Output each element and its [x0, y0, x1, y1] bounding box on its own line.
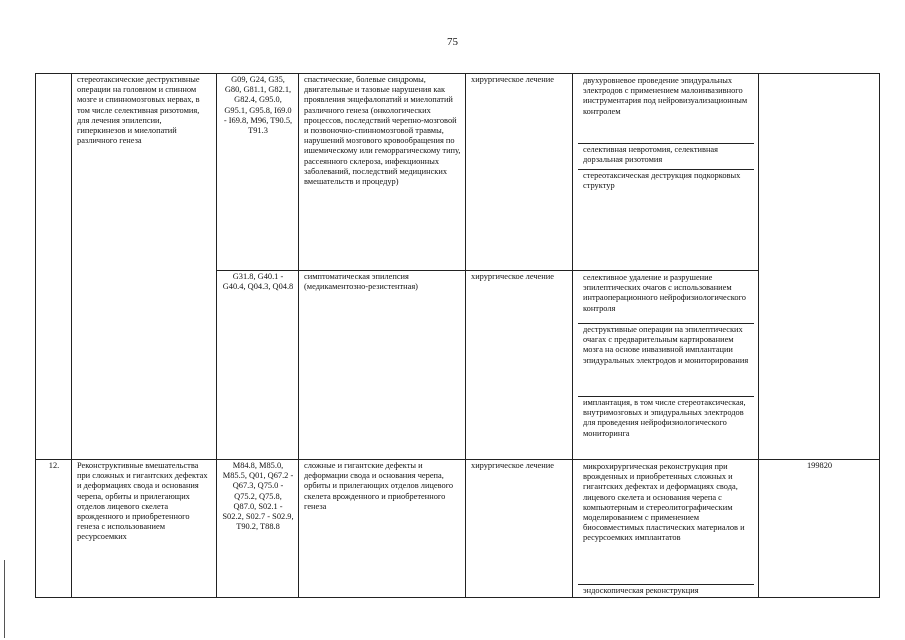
row-number-cell [36, 74, 72, 460]
patient-model-cell: симптоматическая эпилепсия (медикаментозно-резистентная) [299, 271, 466, 460]
price-cell: 199820 [759, 460, 880, 598]
icd-codes-cell: G31.8, G40.1 - G40.4, Q04.3, Q04.8 [217, 271, 299, 460]
table-row [36, 74, 880, 271]
row-number-cell: 12. [36, 460, 72, 598]
page-number: 75 [447, 36, 458, 48]
methods-cell [573, 271, 759, 460]
icd-codes-cell: M84.8, M85.0, M85.5, Q01, Q67.2 - Q67.3, Q75.0 - Q75.2, Q75.8, Q87.0, S02.1 - S02.2, S02.7 - S02.9, T90.2, T88.8 [217, 460, 299, 598]
method-item: селективное удаление и разрушение эпилептических очагов с использованием интраоперационного нейрофизиологического контроля [578, 272, 754, 324]
method-item: имплантация, в том числе стереотаксическая, внутримозговых и эпидуральных электродов для проведения нейрофизиологического мониторинга [583, 398, 746, 438]
table-row [36, 460, 880, 598]
treatment-type-cell: хирургическое лечение [466, 460, 573, 598]
method-item: стереотаксическая деструкция подкорковых структур [583, 171, 741, 191]
method-item: селективная невротомия, селективная дорзальная ризотомия [578, 144, 754, 170]
icd-codes-cell: G09, G24, G35, G80, G81.1, G82.1, G82.4, G95.0, G95.1, G95.8, I69.0 - I69.8, M96, T90.5, T91.3 [217, 74, 299, 271]
method-item: двухуровневое проведение эпидуральных электродов с применением малоинвазивного инструментария под нейровизуализационным контролем [578, 75, 754, 144]
vmp-name-cell: стереотаксические деструктивные операции на головном и спинном мозге и спинномозговых нервах, в том числе селективная ризотомия, для лечения эпилепсии, гиперкинезов и миелопатий различного генеза [72, 74, 217, 460]
patient-model-cell: сложные и гигантские дефекты и деформации свода и основания черепа, орбиты и прилегающих отделов лицевого скелета врожденного и приобретенного генеза [299, 460, 466, 598]
method-item: эндоскопическая реконструкция [583, 586, 699, 595]
page-edge-line [4, 560, 5, 638]
method-item: микрохирургическая реконструкция при врожденных и приобретенных сложных и гигантских дефектах и деформациях свода, лицевого скелета и основания черепа с компьютерным и стереолитографическим моделированием с применением биосовместимых пластических материалов и ресурсоемких имплантатов [578, 461, 754, 585]
vmp-name-cell: Реконструктивные вмешательства при сложных и гигантских дефектах и деформациях свода и основания черепа, орбиты и прилегающих отделов лицевого скелета врожденного и приобретенного генеза с использованием ресурсоемких [72, 460, 217, 598]
methods-cell [573, 74, 759, 271]
treatment-type-cell: хирургическое лечение [466, 74, 573, 271]
price-cell [759, 74, 880, 460]
patient-model-cell: спастические, болевые синдромы, двигательные и тазовые нарушения как проявления энцефалопатий и миелопатий различного генеза (онкологических процессов, последствий черепно-мозговой и позвоночно-спинномозговой травмы, нарушений мозгового кровообращения по ишемическому или геморрагическому типу, рассеянного склероза, инфекционных заболеваний, последствий медицинских вмешательств и процедур) [299, 74, 466, 271]
vmp-table [35, 73, 880, 598]
methods-cell [573, 460, 759, 598]
treatment-type-cell: хирургическое лечение [466, 271, 573, 460]
method-item: деструктивные операции на эпилептических очагах с предварительным картированием мозга на основе инвазивной имплантации эпидуральных электродов и мониторирования [578, 324, 754, 397]
